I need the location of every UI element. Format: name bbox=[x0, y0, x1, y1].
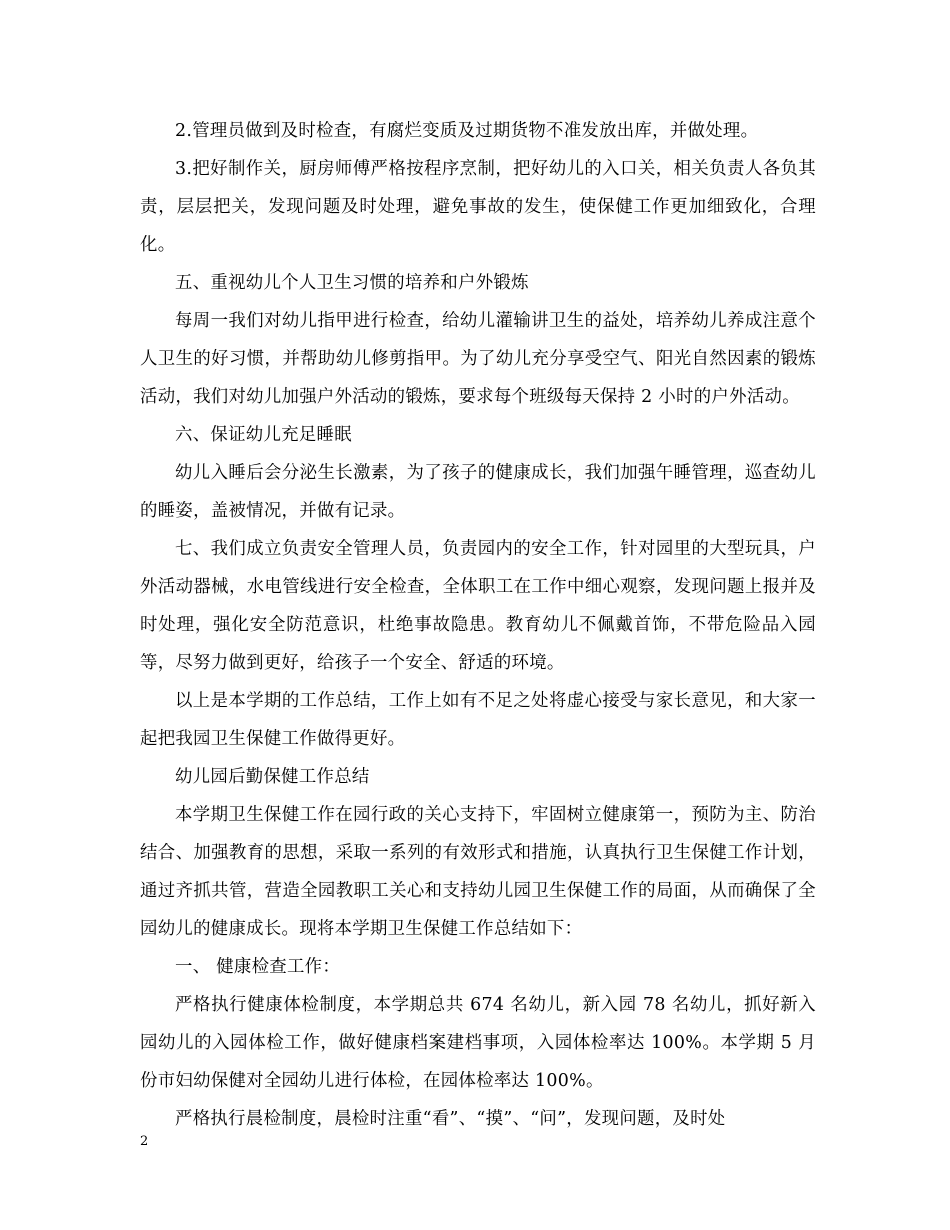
paragraph-summary-intro: 本学期卫生保健工作在园行政的关心支持下，牢固树立健康第一，预防为主、防治结合、加强教育的思想，采取一系列的有效形式和措施，认真执行卫生保健工作计划，通过齐抓共管，营造全园教职工关心和支持幼儿园卫生保健工作的局面，从而确保了全园幼儿的健康成长。现将本学期卫生保健工作总结如下： bbox=[140, 805, 816, 939]
paragraph-safety-management: 七、我们成立负责安全管理人员，负责园内的安全工作，针对园里的大型玩具，户外活动器械，水电管线进行安全检查，全体职工在工作中细心观察，发现问题上报并及时处理，强化安全防范意识，杜绝事故隐患。教育幼儿不佩戴首饰，不带危险品入园等，尽努力做到更好，给孩子一个安全、舒适的环境。 bbox=[140, 539, 816, 673]
paragraph-physical-exam: 严格执行健康体检制度，本学期总共 674 名幼儿，新入园 78 名幼儿，抓好新入园幼儿的入园体检工作，做好健康档案建档事项，入园体检率达 100%。本学期 5 月份市妇幼保健对全园幼儿进行体检，在园体检率达 100%。 bbox=[140, 995, 816, 1091]
paragraph-food-preparation: 3.把好制作关，厨房师傅严格按程序烹制，把好幼儿的入口关，相关负责人各负其责，层层把关，发现问题及时处理，避免事故的发生，使保健工作更加细致化，合理化。 bbox=[140, 159, 816, 255]
section-heading-health-check: 一、 健康检查工作： bbox=[175, 957, 341, 977]
document-subtitle: 幼儿园后勤保健工作总结 bbox=[175, 767, 370, 787]
paragraph-nail-check-outdoor: 每周一我们对幼儿指甲进行检查，给幼儿灌输讲卫生的益处，培养幼儿养成注意个人卫生的好习惯，并帮助幼儿修剪指甲。为了幼儿充分享受空气、阳光自然因素的锻炼活动，我们对幼儿加强户外活动的锻炼，要求每个班级每天保持 2 小时的户外活动。 bbox=[140, 311, 816, 407]
paragraph-nap-management: 幼儿入睡后会分泌生长激素，为了孩子的健康成长，我们加强午睡管理，巡查幼儿的睡姿，盖被情况，并做有记录。 bbox=[140, 463, 816, 521]
paragraph-morning-check: 严格执行晨检制度，晨检时注重“看”、“摸”、“问”，发现问题，及时处 bbox=[175, 1109, 726, 1129]
section-heading-hygiene-exercise: 五、重视幼儿个人卫生习惯的培养和户外锻炼 bbox=[175, 273, 529, 293]
paragraph-inspection-storage: 2.管理员做到及时检查，有腐烂变质及过期货物不准发放出库，并做处理。 bbox=[175, 121, 759, 141]
section-heading-sleep: 六、保证幼儿充足睡眠 bbox=[175, 425, 352, 445]
page-number: 2 bbox=[140, 1134, 149, 1149]
document-body bbox=[140, 112, 816, 1138]
paragraph-semester-conclusion: 以上是本学期的工作总结，工作上如有不足之处将虚心接受与家长意见，和大家一起把我园卫生保健工作做得更好。 bbox=[140, 691, 816, 749]
